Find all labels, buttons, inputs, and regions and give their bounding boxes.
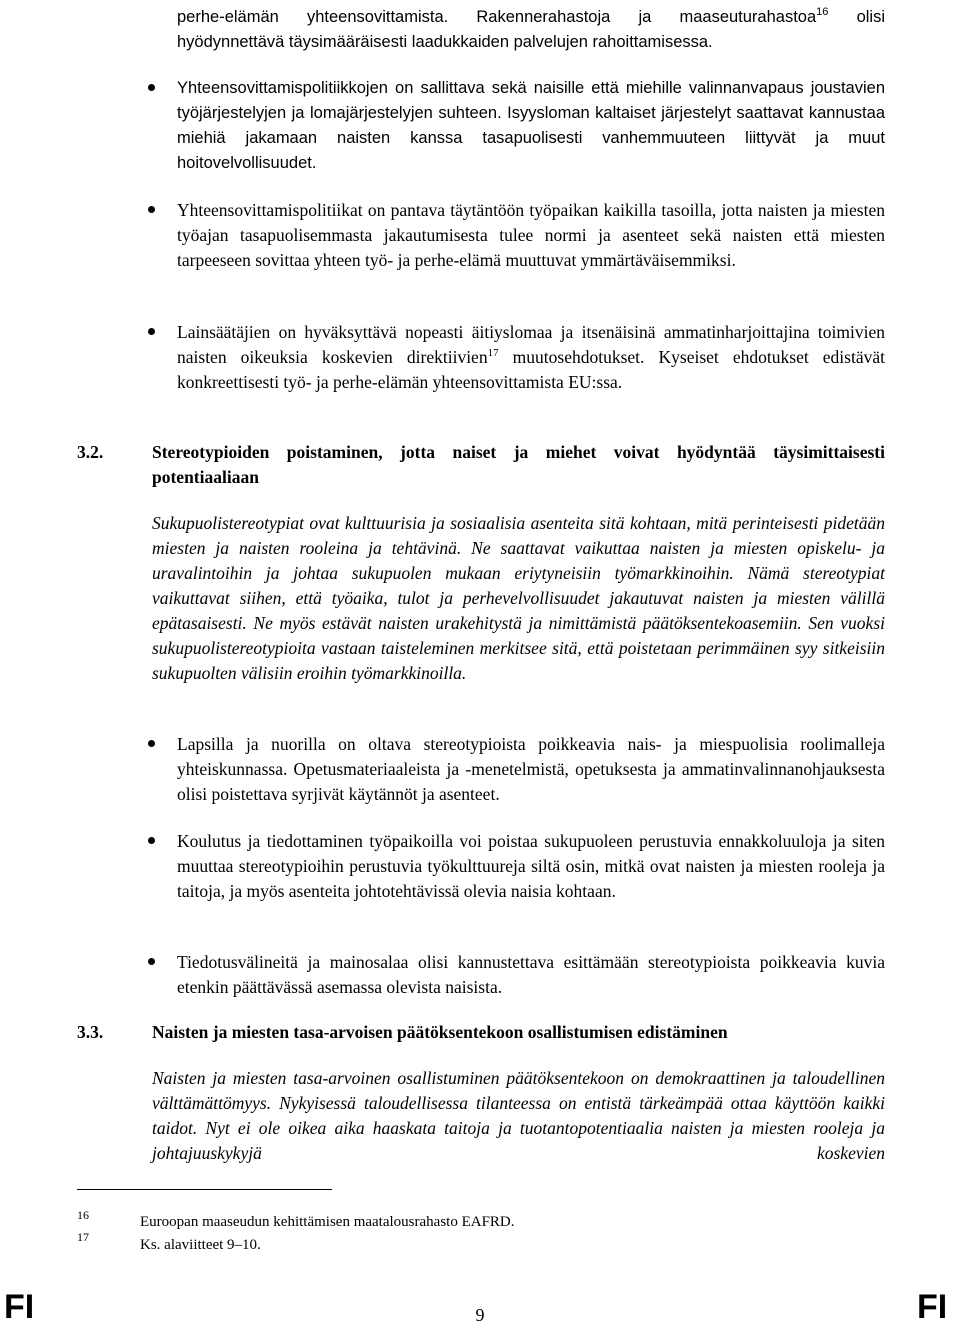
bullet-item: Koulutus ja tiedottaminen työpaikoilla voi poistaa sukupuoleen perustuvia ennakkoluuloja ja siten muuttaa stereotypioihin perustuvia työkulttuureja siltä osin, mitkä ovat naisten ja miesten rooleja ja taitoja, ja myös asenteita johtotehtävissä olevia naisia kohtaan. — [177, 831, 885, 901]
bullet-item: Yhteensovittamispolitiikat on pantava täytäntöön työpaikan kaikilla tasoilla, jotta naisten ja miesten työajan tasapuolisemmasta jakautumisesta tulee normi ja asenteet sekä naisten että miesten tarpeeseen sovittaa yhteen työ- ja perhe-elämä muuttuvat ymmärtäväisemmiksi. — [177, 200, 885, 270]
footnote-ref-17[interactable]: 17 — [487, 347, 499, 359]
section-number: 3.3. — [77, 1022, 104, 1042]
footnote-ref-16[interactable]: 16 — [816, 6, 829, 18]
section-intro: Sukupuolistereotypiat ovat kulttuurisia ja sosiaalisia asenteita sitä kohtaan, mitä perinteisesti pidetään miesten ja naisten rooleina ja tehtävinä. Ne saattavat vaikuttaa naisten ja miesten opiskelu- ja uravalintoihin ja johtaa sukupuolen mukaan eriytyneisiin työmarkkinoihin. Nämä stereotypiat vaikuttavat siihen, että työaika, tulot ja perhevelvollisuudet jakautuvat naisten ja miesten välillä epätasaisesti. Ne myös estävät naisten urakehitystä ja nimittämistä päätöksentekoasemiin. Sen vuoksi sukupuolistereotypioita vastaan taisteleminen merkitsee sitä, että poistetaan perimmäinen syy sitkeisiin sukupuolten välisiin eroihin työmarkkinoilla. — [152, 513, 885, 683]
section-number: 3.2. — [77, 442, 104, 462]
footnote-text: Ks. alaviitteet 9–10. — [140, 1237, 261, 1253]
bullet-icon — [148, 84, 155, 91]
section-title: Naisten ja miesten tasa-arvoisen päätöksentekoon osallistumisen edistäminen — [152, 1022, 728, 1042]
page-number: 9 — [475, 1305, 485, 1325]
continuation-line-1: perhe-elämän yhteensovittamista. Rakennerahastoja ja maaseuturahastoa — [177, 8, 817, 26]
footnote-number: 16 — [77, 1208, 89, 1222]
bullet-icon — [148, 837, 155, 844]
continuation-line-2: hyödynnettävä täysimääräisesti laadukkaiden palvelujen rahoittamisessa. — [177, 33, 713, 51]
bullet-item: Yhteensovittamispolitiikkojen on sallittava sekä naisille että miehille valinnanvapaus joustavien työjärjestelyjen ja lomajärjestelyjen suhteen. Isyysloman kaltaiset järjestelyt saattavat kannustaa miehiä jakamaan naisten kanssa tasapuolisesti vanhemmuuteen liittyvät ja muut hoitovelvollisuudet. — [177, 79, 885, 172]
footnote-text: Euroopan maaseudun kehittämisen maatalousrahasto EAFRD. — [140, 1214, 515, 1230]
continuation-paragraph: perhe-elämän yhteensovittamista. Rakennerahastoja ja maaseuturahastoa$^{16}$ olisi hyödynnettävä täysimääräisesti laadukkaiden palvelujen rahoittamisessa. — [177, 5, 885, 55]
bullet-icon — [148, 206, 155, 213]
bullet-icon — [148, 740, 155, 747]
bullet-item: Lapsilla ja nuorilla on oltava stereotypioista poikkeavia nais- ja miespuolisia roolimalleja yhteiskunnassa. Opetusmateriaaleista ja -menetelmistä, opetuksesta ja ammatinvalinnanohjauksesta olisi poistettava syrjivät käytännöt ja asenteet. — [177, 734, 885, 804]
section-intro: Naisten ja miesten tasa-arvoinen osallistuminen päätöksentekoon on demokraattinen ja taloudellinen välttämättömyys. Nykyisessä taloudellisessa tilanteessa on entistä tärkeämpää ottaa käyttöön kaikki taidot. Nyt ei ole oikea aika haaskata taitoja ja tuotantopotentiaalia naisten ja miesten rooleja ja johtajuuskykyjä koskevien — [152, 1068, 885, 1163]
footnote-number: 17 — [77, 1230, 89, 1244]
footer-language-left: FI — [4, 1288, 35, 1326]
bullet-icon — [148, 958, 155, 965]
bullet-icon — [148, 328, 155, 335]
bullet-item: Lainsäätäjien on hyväksyttävä nopeasti äitiyslomaa ja itsenäisinä ammatinharjoittajina toimivien naisten oikeuksia koskevien direktiivien$^{17}$ muutosehdotukset. Kyseiset ehdotukset edistävät konkreettisesti työ- ja perhe-elämän yhteensovittamista EU:ssa. — [177, 322, 885, 392]
footer-language-right: FI — [917, 1288, 948, 1326]
footnote-divider — [77, 1189, 332, 1190]
section-title: Stereotypioiden poistaminen, jotta naiset ja miehet voivat hyödyntää täysimittaisesti potentiaaliaan — [152, 442, 885, 487]
bullet-item: Tiedotusvälineitä ja mainosalaa olisi kannustettava esittämään stereotypioista poikkeavia kuvia etenkin päättävässä asemassa olevista naisista. — [177, 952, 885, 997]
